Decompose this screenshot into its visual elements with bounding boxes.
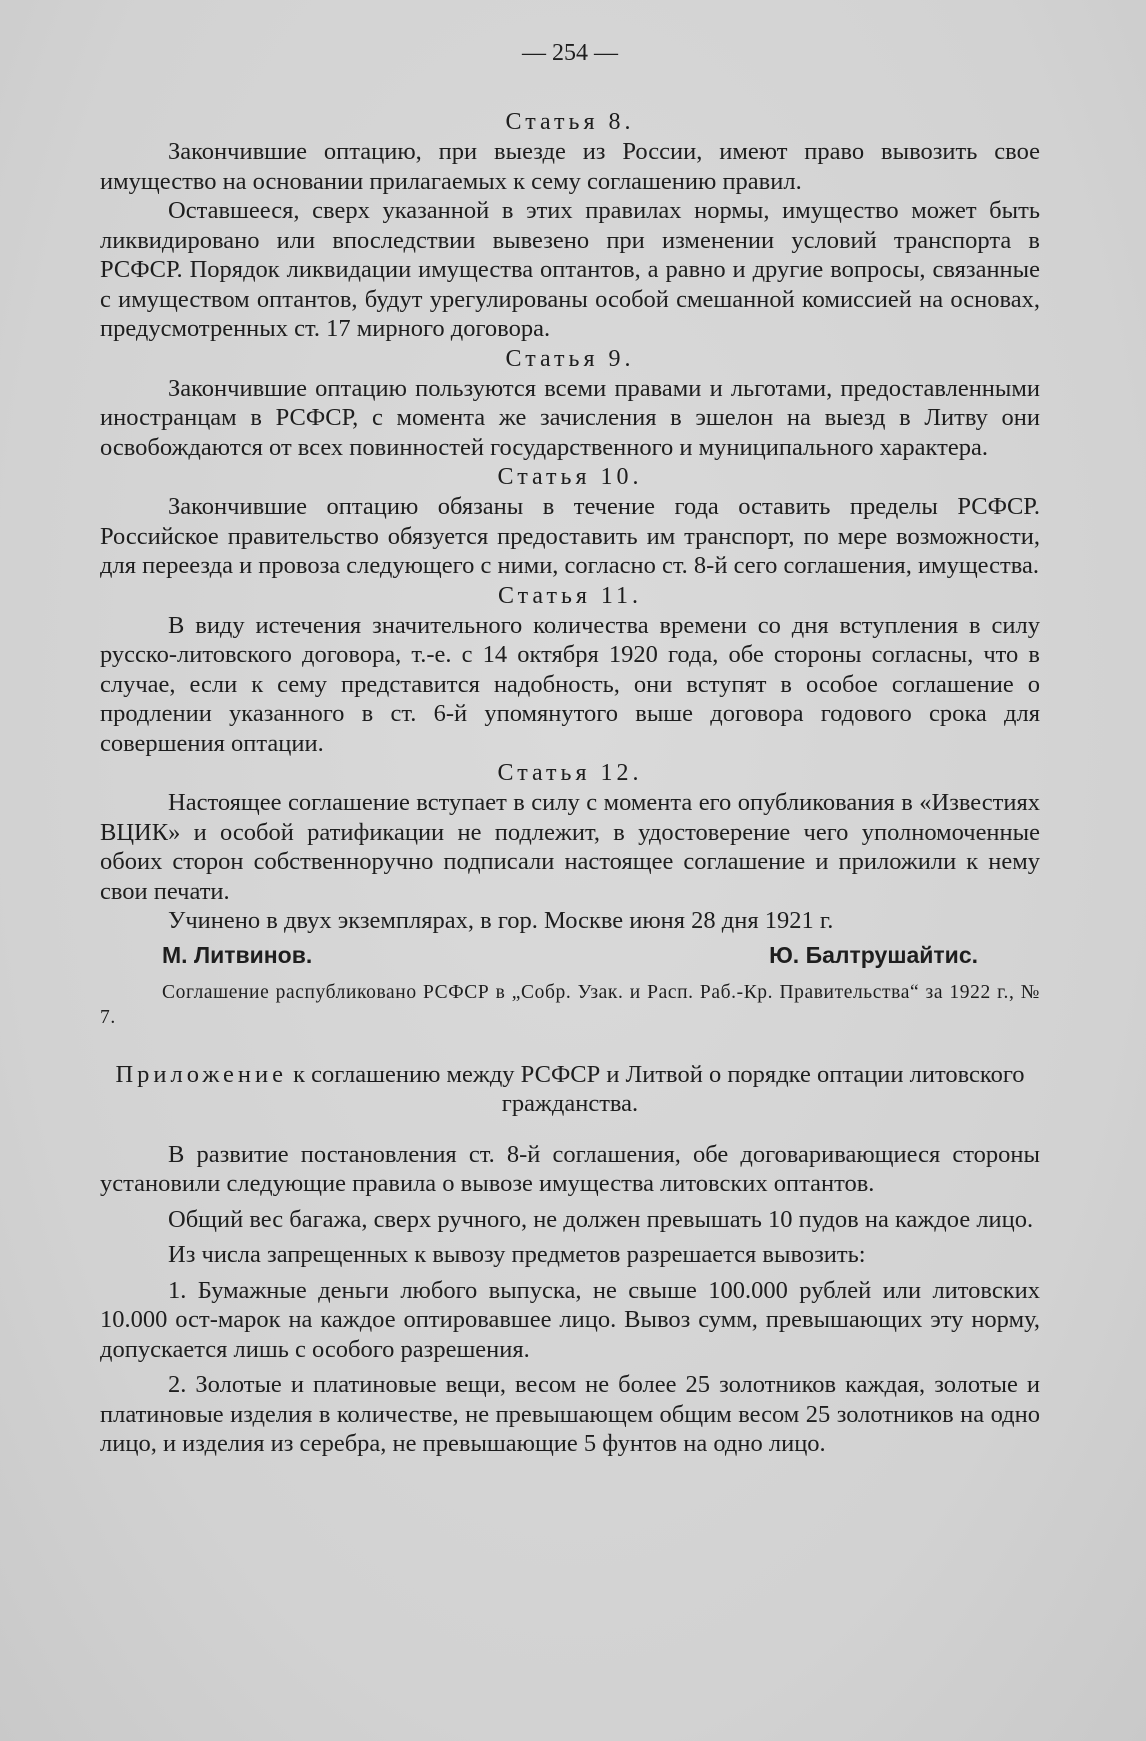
article-paragraph: В виду истечения значительного количества времени со дня вступления в силу русско-литовского договора, т.-е. с 14 октября 1920 года, обе стороны согласны, что в случае, если к сему представится надобность, они вступят в особое соглашение о продлении указанного в ст. 6-й упомянутого выше договора годового срока для совершения оптации. (100, 611, 1040, 757)
page-number: — 254 — (522, 40, 618, 66)
signatures (100, 940, 1040, 970)
signature-left: М. Литвинов. (162, 941, 313, 968)
article-paragraph: Оставшееся, сверх указанной в этих правилах нормы, имущество может быть ликвидировано или впоследствии вывезено при изменении условий транспорта в РСФСР. Порядок ликвидации имущества оптантов, а равно и другие вопросы, связанные с имуществом оптантов, будут урегулированы особой смешанной комиссией на основах, предусмотренных ст. 17 мирного договора. (100, 197, 1040, 342)
appendix-paragraph: В развитие постановления ст. 8-й соглашения, обе договаривающиеся стороны установили следующие правила о вывозе имущества литовских оптантов. (100, 1140, 1040, 1197)
appendix-title (100, 1060, 1040, 1118)
appendix-paragraph: Из числа запрещенных к вывозу предметов разрешается вывозить: (168, 1241, 866, 1268)
article-paragraph: Закончившие оптацию пользуются всеми правами и льготами, предоставленными иностранцам в РСФСР, с момента же зачисления в эшелон на выезд в Литву они освобождаются от всех повинностей государственного и муниципального характера. (100, 374, 1040, 461)
article-9 (100, 344, 1040, 463)
appendix-paragraph: 2. Золотые и платиновые вещи, весом не более 25 золотников каждая, золотые и платиновые изделия в количестве, не превышающем общим весом 25 золотников на одно лицо, и изделия из серебра, не превышающие 5 фунтов на одно лицо. (100, 1371, 1040, 1457)
article-heading: Статья 9. (505, 345, 635, 372)
article-paragraph: Настоящее соглашение вступает в силу с момента его опубликования в «Известиях ВЦИК» и особой ратификации не подлежит, в удостоверение чего уполномоченные обоих сторон собственноручно подписали настоящее соглашение и приложили к нему свои печати. (100, 789, 1040, 905)
appendix-body (100, 1140, 1040, 1459)
article-10 (100, 462, 1040, 581)
article-8 (100, 107, 1040, 344)
appendix-title-spaced: Приложение (115, 1060, 287, 1088)
article-heading: Статья 8. (505, 109, 635, 135)
article-heading: Статья 10. (497, 464, 643, 490)
article-heading: Статья 11. (497, 582, 643, 609)
appendix-paragraph: Общий вес багажа, сверх ручного, не должен превышать 10 пудов на каждое лицо. (168, 1205, 1034, 1233)
publication-note: Соглашение распубликовано РСФСР в „Собр. Узак. и Расп. Раб.-Кр. Правительства“ за 1922 г., № 7. (100, 981, 1040, 1028)
article-paragraph: Закончившие оптацию, при выезде из России, имеют право вывозить свое имущество на основании прилагаемых к сему соглашению правил. (100, 138, 1040, 195)
appendix-title-rest: к соглашению между РСФСР и Литвой о порядке оптации литовского гражданства. (286, 1060, 1025, 1117)
appendix-paragraph: 1. Бумажные деньги любого выпуска, не свыше 100.000 рублей или литовских 10.000 ост-марок на каждое оптировавшее лицо. Вывоз сумм, превышающих эту норму, допускается лишь с особого разрешения. (100, 1276, 1040, 1363)
article-heading: Статья 12. (497, 760, 643, 786)
article-paragraph: Учинено в двух экземплярах, в гор. Москве июня 28 дня 1921 г. (168, 907, 834, 934)
signature-right: Ю. Балтрушайтис. (769, 941, 978, 968)
article-paragraph: Закончившие оптацию обязаны в течение года оставить пределы РСФСР. Российское правительство обязуется предоставить им транспорт, по мере возможности, для переезда и провоза следующего с ними, согласно ст. 8-й сего соглашения, имущества. (100, 493, 1040, 579)
article-11 (100, 581, 1040, 759)
article-12 (100, 758, 1040, 936)
